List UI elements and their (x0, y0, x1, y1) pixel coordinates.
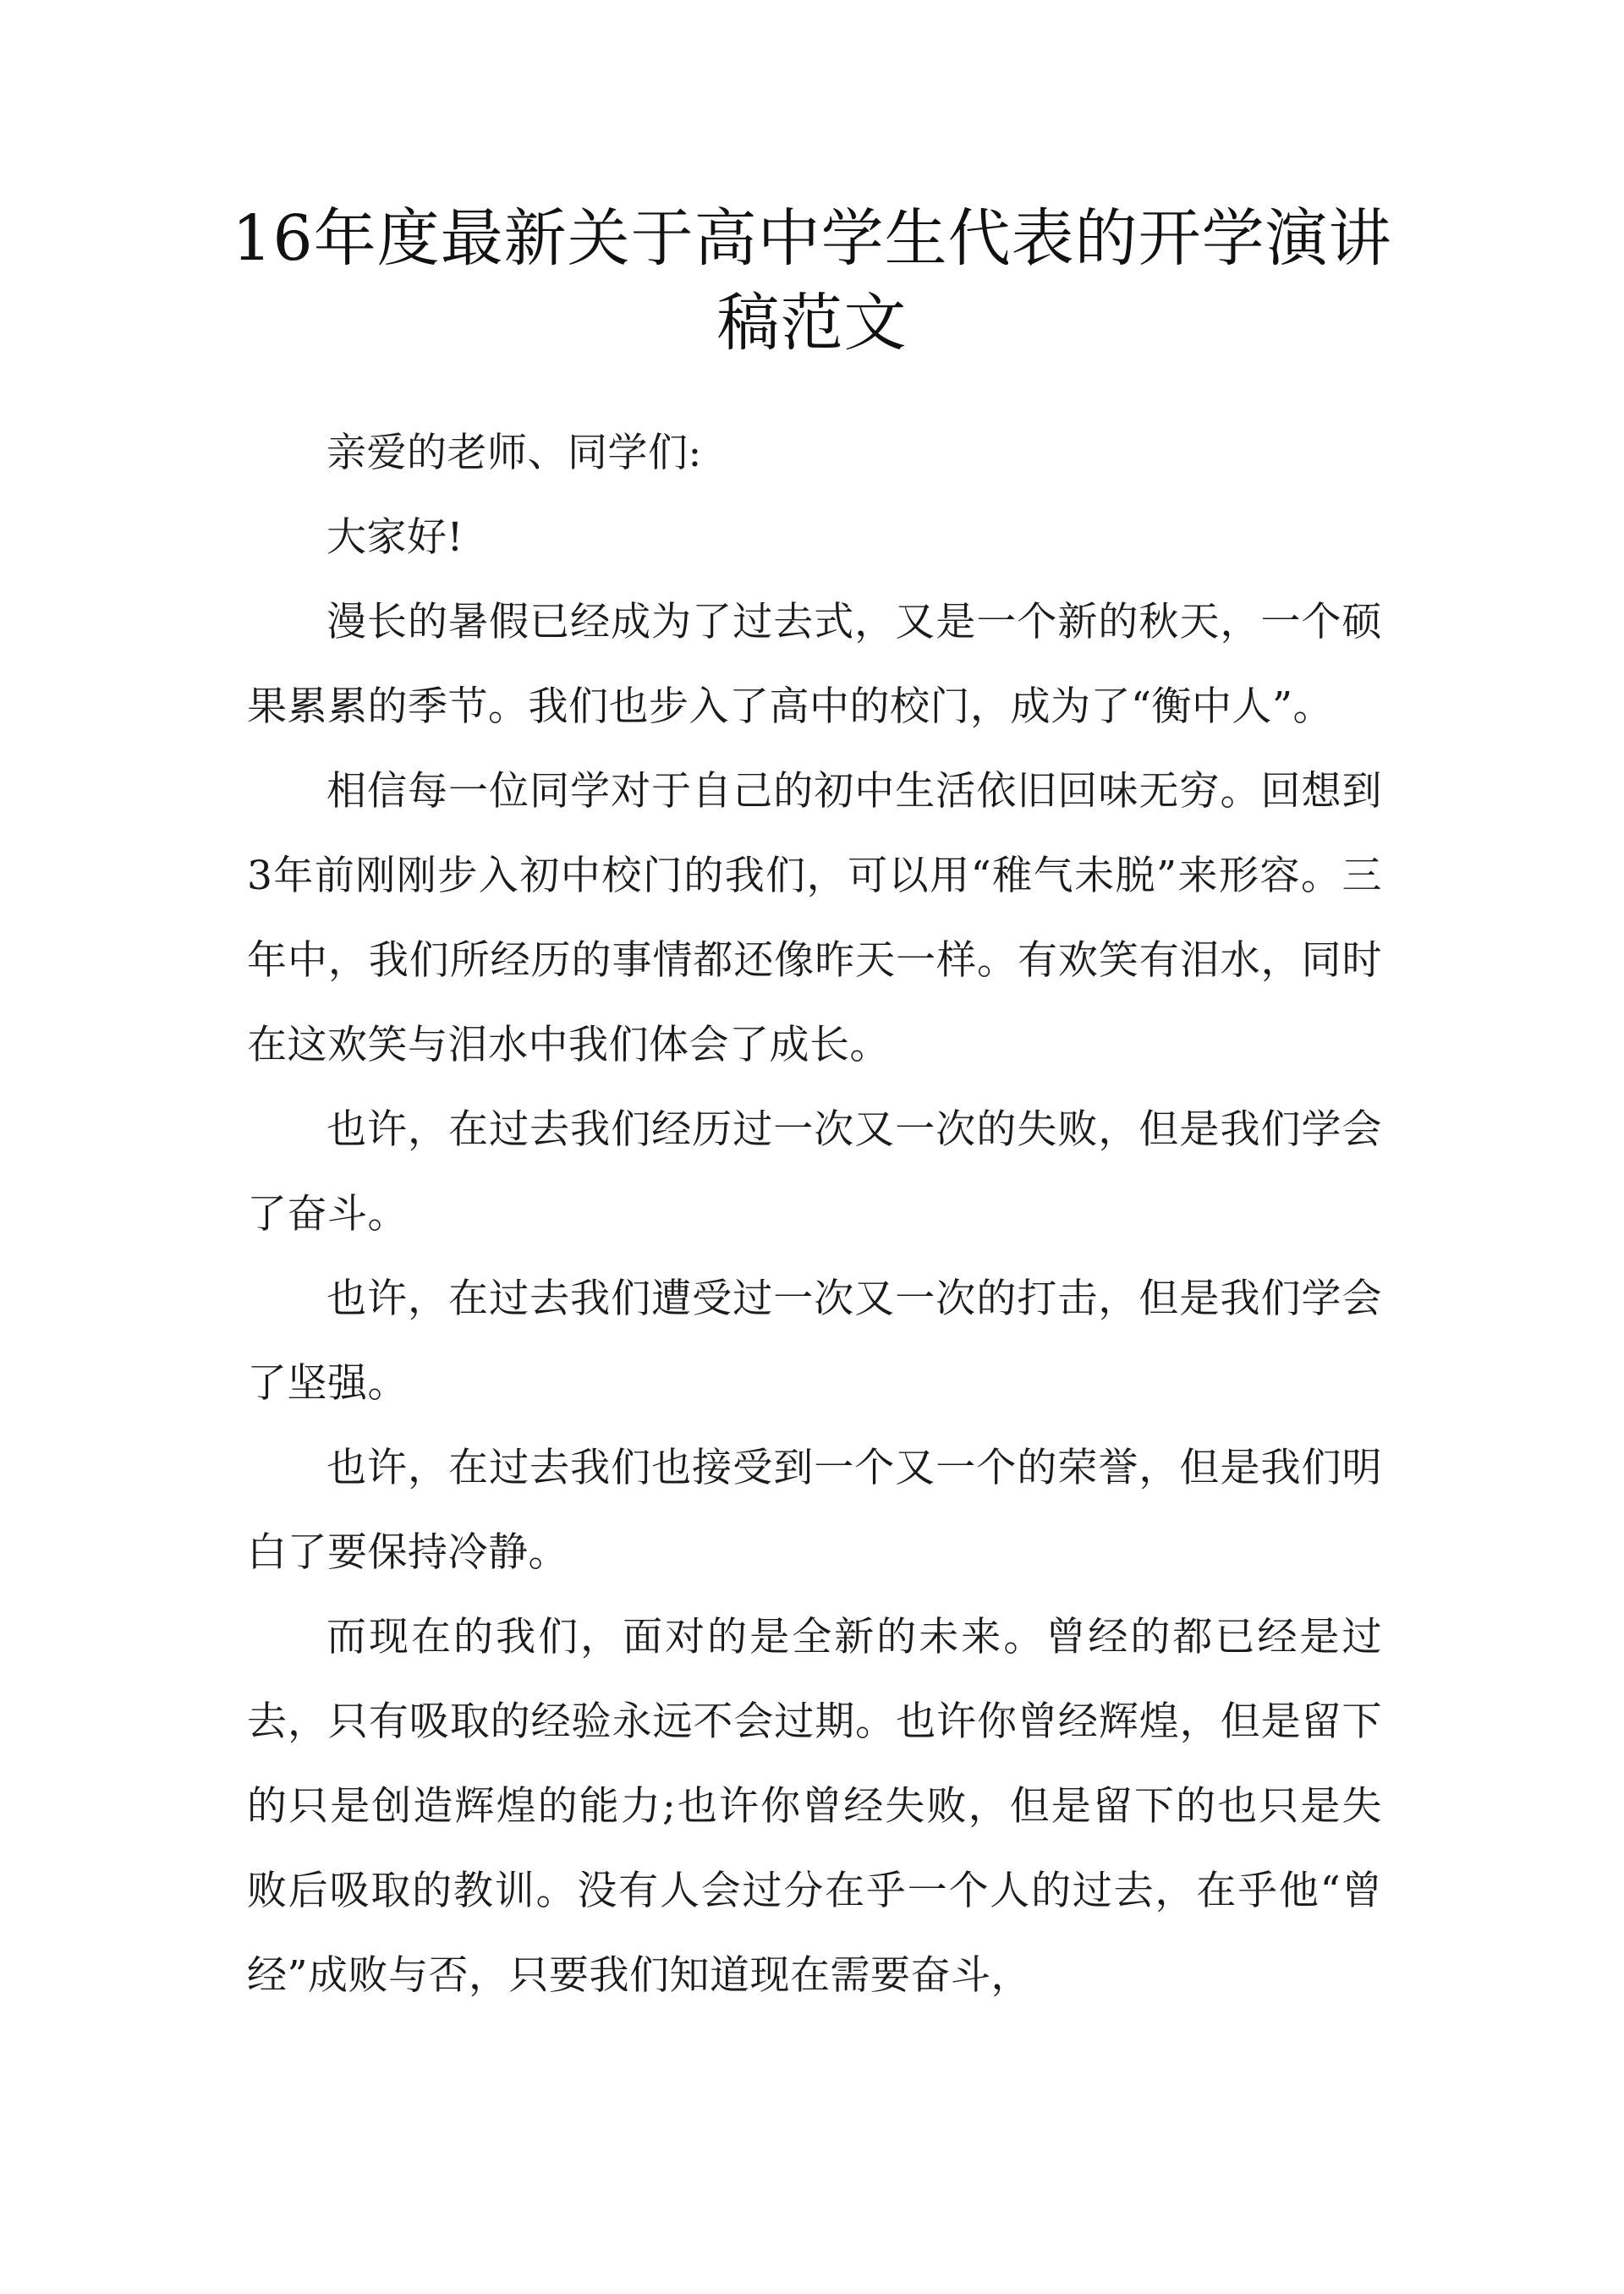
paragraph-setback: 也许，在过去我们遭受过一次又一次的打击，但是我们学会了坚强。 (247, 1276, 1382, 1407)
paragraph-honor: 也许，在过去我们也接受到一个又一个的荣誉，但是我们明白了要保持冷静。 (247, 1445, 1382, 1576)
paragraph-summer: 漫长的暑假已经成为了过去式，又是一个新的秋天，一个硕果累累的季节。我们也步入了高中的校门，成为了“衡中人”。 (247, 599, 1382, 730)
paragraph-salutation: 亲爱的老师、同学们: (326, 430, 702, 476)
paragraph-future: 而现在的我们，面对的是全新的未来。曾经的都已经是过去，只有吸取的经验永远不会过期。也许你曾经辉煌，但是留下的只是创造辉煌的能力;也许你曾经失败，但是留下的也只是失败后吸取的教训。没有人会过分在乎一个人的过去，在乎他“曾经”成败与否，只要我们知道现在需要奋斗， (247, 1614, 1382, 1999)
document-body (247, 411, 1382, 2018)
paragraph-greeting: 大家好! (326, 514, 464, 561)
paragraph-failure: 也许，在过去我们经历过一次又一次的失败，但是我们学会了奋斗。 (247, 1106, 1382, 1238)
document-title: 16年度最新关于高中学生代表的开学演讲稿范文 (232, 202, 1392, 359)
paragraph-junior-high: 相信每一位同学对于自己的初中生活依旧回味无穷。回想到3年前刚刚步入初中校门的我们，可以用“稚气未脱”来形容。三年中，我们所经历的事情都还像昨天一样。有欢笑有泪水，同时在这欢笑与泪水中我们体会了成长。 (247, 768, 1382, 1068)
